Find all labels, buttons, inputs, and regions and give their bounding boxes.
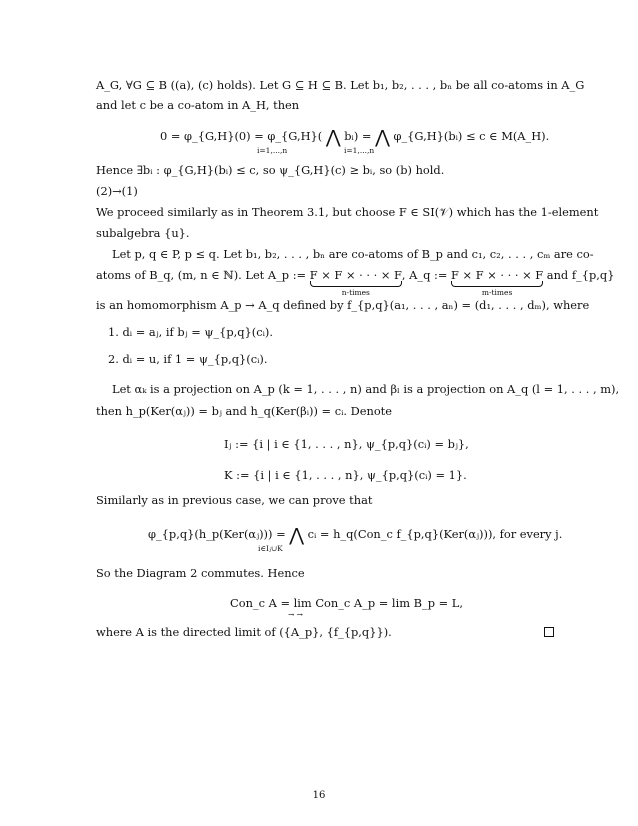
underbrace-n — [309, 268, 402, 297]
text-line: subalgebra {u}. — [96, 226, 190, 240]
eq2-subscript: i∈Iⱼ∪K — [258, 544, 283, 553]
display-equation: Con_c A = lim Con_c A_p = lim B_p = L, — [230, 596, 463, 610]
text-line: A_G, ∀G ⊆ B ((a), (c) holds). Let G ⊆ H ⊆ B. Let b₁, b₂, . . . , bₙ be all co-atoms in A_G — [96, 78, 585, 92]
text-line: Let p, q ∈ P, p ≤ q. Let b₁, b₂, . . . , bₙ are co-atoms of B_p and c₁, c₂, . . . , cₘ are co- — [112, 247, 594, 261]
eq1-subscript: i=1,...,n — [344, 146, 375, 155]
eq1-subscript: i=1,...,n — [257, 146, 288, 155]
product-expression: F × F × · · · × F — [451, 268, 544, 282]
wedge-symbol: ⋀ — [375, 127, 390, 148]
list-item: 2. dᵢ = u, if 1 = ψ_{p,q}(cᵢ). — [108, 352, 268, 366]
text-fragment: atoms of B_q, (m, n ∈ ℕ). Let A_p := — [96, 268, 307, 282]
equation-1 — [160, 124, 550, 148]
eq1-part: bᵢ) = — [344, 129, 372, 143]
display-equation: Iⱼ := {i | i ∈ {1, . . . , n}, ψ_{p,q}(cᵢ) = bⱼ}, — [224, 437, 469, 451]
text-line: then h_p(Ker(αⱼ)) = bⱼ and h_q(Ker(βᵢ)) = cᵢ. Denote — [96, 404, 392, 418]
eq1-part: 0 = φ_{G,H}(0) = φ_{G,H}( — [160, 129, 323, 143]
equation-2 — [148, 522, 563, 546]
eq2-part: φ_{p,q}(h_p(Ker(αⱼ))) = — [148, 527, 286, 541]
text-line: So the Diagram 2 commutes. Hence — [96, 566, 305, 580]
text-line: Let αₖ is a projection on A_p (k = 1, . . . , n) and βₗ is a projection on A_q (l = 1, . . . , m), — [112, 382, 620, 396]
eq2-part: cᵢ = h_q(Con_c f_{p,q}(Ker(αⱼ))), for every j. — [307, 527, 563, 541]
text-fragment: and f_{p,q} — [546, 268, 615, 282]
underbrace-m — [451, 268, 544, 297]
text-line: Similarly as in previous case, we can prove that — [96, 493, 373, 507]
text-line: We proceed similarly as in Theorem 3.1, but choose F ∈ SI(𝒱) which has the 1-element — [96, 205, 599, 219]
brace-label: m-times — [481, 288, 513, 297]
text-fragment: , A_q := — [401, 268, 448, 282]
eq1-part: φ_{G,H}(bᵢ) ≤ c ∈ M(A_H). — [393, 129, 550, 143]
text-line: is an homomorphism A_p → A_q defined by f_{p,q}(a₁, . . . , aₙ) = (d₁, . . . , dₘ), where — [96, 298, 590, 312]
text-line: and let c be a co-atom in A_H, then — [96, 98, 300, 112]
list-item: 1. dᵢ = aⱼ, if bⱼ = ψ_{p,q}(cᵢ). — [108, 325, 273, 339]
wedge-symbol: ⋀ — [325, 127, 341, 148]
brace-label: n-times — [341, 288, 370, 297]
text-line: where A is the directed limit of ({A_p}, {f_{p,q}}). — [96, 625, 392, 639]
text-line: (2)→(1) — [96, 184, 138, 198]
qed-square-icon — [544, 627, 554, 637]
page-number: 16 — [312, 790, 326, 801]
display-equation: K := {i | i ∈ {1, . . . , n}, ψ_{p,q}(cᵢ) = 1}. — [224, 468, 467, 482]
product-expression: F × F × · · · × F — [309, 268, 402, 282]
text-line: Hence ∃bᵢ : φ_{G,H}(bᵢ) ≤ c, so ψ_{G,H}(c) ≥ bᵢ, so (b) hold. — [96, 163, 445, 177]
text-line — [96, 268, 615, 297]
limit-arrows: → → — [288, 610, 303, 619]
wedge-symbol: ⋀ — [289, 525, 305, 546]
